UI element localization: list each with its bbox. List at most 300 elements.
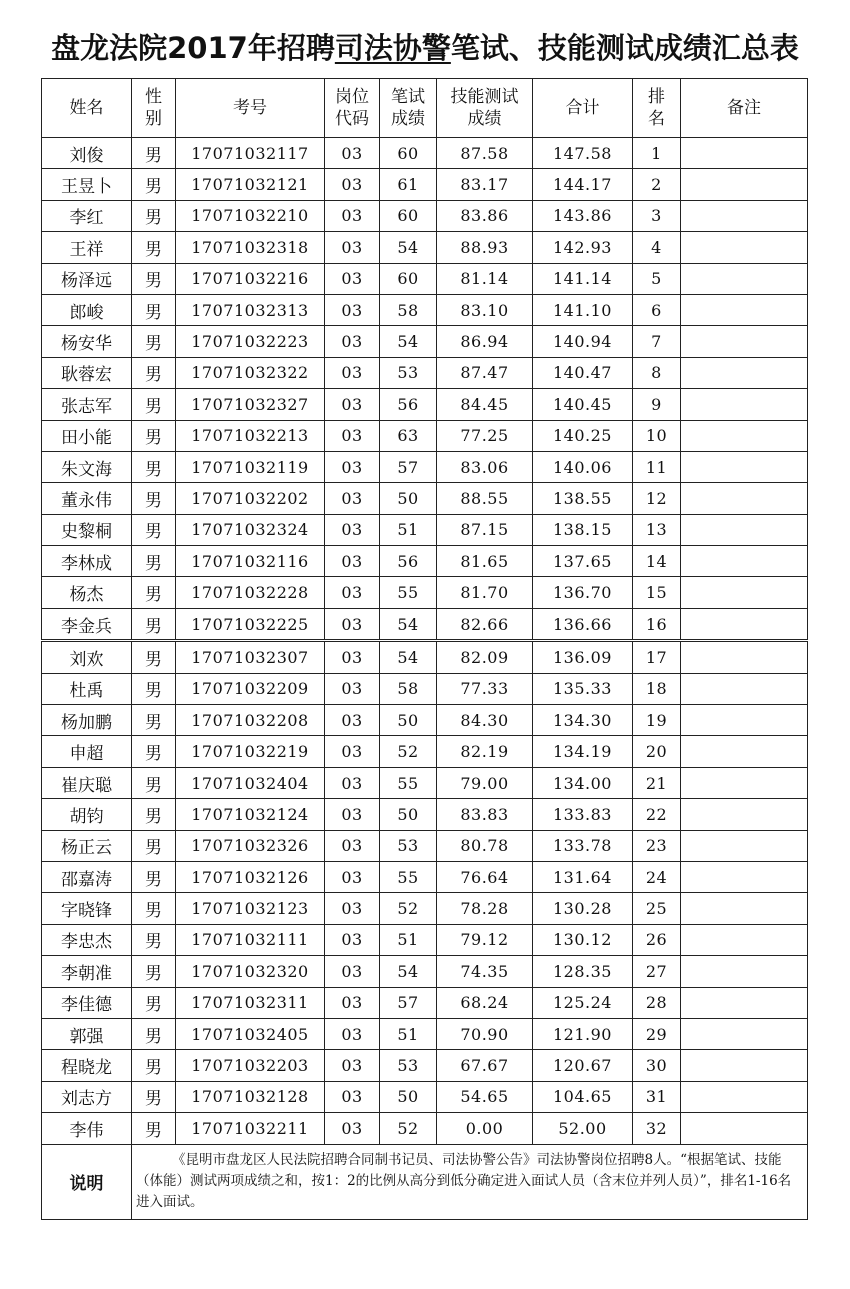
cell-exam-no: 17071032307 [176, 641, 325, 673]
cell-post-code: 03 [325, 483, 380, 514]
header-written-score: 笔试 成绩 [380, 79, 437, 138]
cell-post-code: 03 [325, 799, 380, 830]
cell-name: 杜禹 [42, 673, 132, 704]
cell-total: 133.78 [533, 830, 633, 861]
cell-remark [681, 483, 808, 514]
cell-exam-no: 17071032216 [176, 263, 325, 294]
cell-total: 137.65 [533, 546, 633, 577]
cell-remark [681, 987, 808, 1018]
header-total: 合计 [533, 79, 633, 138]
cell-remark [681, 673, 808, 704]
cell-gender: 男 [132, 1018, 176, 1049]
cell-name: 刘欢 [42, 641, 132, 673]
cell-total: 128.35 [533, 956, 633, 987]
table-row [42, 169, 808, 200]
cell-rank: 28 [633, 987, 681, 1018]
cell-written-score: 50 [380, 705, 437, 736]
cell-remark [681, 451, 808, 482]
cell-gender: 男 [132, 546, 176, 577]
cell-written-score: 50 [380, 483, 437, 514]
cell-skill-score: 87.58 [437, 138, 533, 169]
cell-post-code: 03 [325, 326, 380, 357]
cell-name: 李忠杰 [42, 924, 132, 955]
cell-gender: 男 [132, 705, 176, 736]
cell-exam-no: 17071032116 [176, 546, 325, 577]
table-row [42, 420, 808, 451]
cell-rank: 24 [633, 861, 681, 892]
cell-remark [681, 294, 808, 325]
cell-post-code: 03 [325, 641, 380, 673]
cell-total: 136.66 [533, 608, 633, 640]
table-row [42, 641, 808, 673]
cell-name: 李伟 [42, 1113, 132, 1144]
cell-written-score: 54 [380, 956, 437, 987]
cell-post-code: 03 [325, 200, 380, 231]
cell-remark [681, 420, 808, 451]
cell-name: 杨正云 [42, 830, 132, 861]
cell-exam-no: 17071032128 [176, 1081, 325, 1112]
cell-remark [681, 546, 808, 577]
cell-total: 133.83 [533, 799, 633, 830]
cell-total: 125.24 [533, 987, 633, 1018]
cell-gender: 男 [132, 1050, 176, 1081]
cell-written-score: 60 [380, 200, 437, 231]
cell-post-code: 03 [325, 169, 380, 200]
cell-total: 104.65 [533, 1081, 633, 1112]
cell-post-code: 03 [325, 263, 380, 294]
cell-remark [681, 924, 808, 955]
cell-exam-no: 17071032404 [176, 767, 325, 798]
cell-gender: 男 [132, 200, 176, 231]
cell-rank: 18 [633, 673, 681, 704]
cell-rank: 12 [633, 483, 681, 514]
cell-rank: 23 [633, 830, 681, 861]
cell-post-code: 03 [325, 577, 380, 608]
cell-written-score: 53 [380, 357, 437, 388]
cell-gender: 男 [132, 357, 176, 388]
cell-total: 130.28 [533, 893, 633, 924]
header-post-code: 岗位 代码 [325, 79, 380, 138]
cell-rank: 31 [633, 1081, 681, 1112]
cell-exam-no: 17071032225 [176, 608, 325, 640]
table-row [42, 451, 808, 482]
cell-rank: 5 [633, 263, 681, 294]
cell-post-code: 03 [325, 1050, 380, 1081]
cell-gender: 男 [132, 138, 176, 169]
cell-gender: 男 [132, 861, 176, 892]
cell-exam-no: 17071032320 [176, 956, 325, 987]
cell-exam-no: 17071032119 [176, 451, 325, 482]
cell-remark [681, 641, 808, 673]
cell-gender: 男 [132, 420, 176, 451]
cell-rank: 22 [633, 799, 681, 830]
table-header [42, 79, 808, 138]
cell-post-code: 03 [325, 232, 380, 263]
cell-skill-score: 0.00 [437, 1113, 533, 1144]
cell-remark [681, 263, 808, 294]
cell-total: 134.00 [533, 767, 633, 798]
cell-remark [681, 830, 808, 861]
cell-rank: 17 [633, 641, 681, 673]
table-row [42, 673, 808, 704]
cell-skill-score: 67.67 [437, 1050, 533, 1081]
cell-name: 杨加鹏 [42, 705, 132, 736]
cell-skill-score: 84.30 [437, 705, 533, 736]
cell-post-code: 03 [325, 1113, 380, 1144]
cell-name: 申超 [42, 736, 132, 767]
cell-exam-no: 17071032322 [176, 357, 325, 388]
cell-total: 130.12 [533, 924, 633, 955]
table-row [42, 1081, 808, 1112]
cell-total: 120.67 [533, 1050, 633, 1081]
cell-gender: 男 [132, 169, 176, 200]
cell-remark [681, 232, 808, 263]
cell-post-code: 03 [325, 830, 380, 861]
cell-gender: 男 [132, 830, 176, 861]
cell-gender: 男 [132, 326, 176, 357]
cell-total: 135.33 [533, 673, 633, 704]
cell-exam-no: 17071032111 [176, 924, 325, 955]
cell-written-score: 52 [380, 736, 437, 767]
cell-rank: 16 [633, 608, 681, 640]
cell-exam-no: 17071032219 [176, 736, 325, 767]
cell-skill-score: 70.90 [437, 1018, 533, 1049]
cell-remark [681, 514, 808, 545]
cell-total: 141.14 [533, 263, 633, 294]
cell-post-code: 03 [325, 138, 380, 169]
table-row [42, 1018, 808, 1049]
cell-skill-score: 78.28 [437, 893, 533, 924]
cell-rank: 6 [633, 294, 681, 325]
score-table [41, 78, 808, 1220]
cell-skill-score: 81.65 [437, 546, 533, 577]
cell-rank: 30 [633, 1050, 681, 1081]
cell-exam-no: 17071032213 [176, 420, 325, 451]
cell-name: 王祥 [42, 232, 132, 263]
note-row [42, 1144, 808, 1219]
cell-post-code: 03 [325, 861, 380, 892]
cell-name: 董永伟 [42, 483, 132, 514]
cell-post-code: 03 [325, 1018, 380, 1049]
cell-written-score: 58 [380, 294, 437, 325]
cell-exam-no: 17071032126 [176, 861, 325, 892]
cell-total: 134.30 [533, 705, 633, 736]
cell-total: 140.06 [533, 451, 633, 482]
table-body [42, 138, 808, 1145]
cell-total: 140.94 [533, 326, 633, 357]
cell-post-code: 03 [325, 514, 380, 545]
cell-remark [681, 799, 808, 830]
cell-rank: 26 [633, 924, 681, 955]
cell-written-score: 53 [380, 1050, 437, 1081]
cell-remark [681, 1113, 808, 1144]
header-name: 姓名 [42, 79, 132, 138]
cell-exam-no: 17071032202 [176, 483, 325, 514]
note-label: 说明 [42, 1144, 132, 1219]
cell-rank: 1 [633, 138, 681, 169]
cell-exam-no: 17071032228 [176, 577, 325, 608]
page-title [0, 26, 850, 67]
cell-exam-no: 17071032121 [176, 169, 325, 200]
table-row [42, 893, 808, 924]
cell-post-code: 03 [325, 1081, 380, 1112]
cell-gender: 男 [132, 1113, 176, 1144]
cell-post-code: 03 [325, 893, 380, 924]
table-row [42, 232, 808, 263]
cell-skill-score: 82.09 [437, 641, 533, 673]
cell-skill-score: 83.86 [437, 200, 533, 231]
cell-post-code: 03 [325, 451, 380, 482]
cell-name: 杨杰 [42, 577, 132, 608]
cell-gender: 男 [132, 924, 176, 955]
cell-skill-score: 87.15 [437, 514, 533, 545]
table-row [42, 389, 808, 420]
table-row [42, 830, 808, 861]
cell-name: 字晓锋 [42, 893, 132, 924]
cell-written-score: 55 [380, 861, 437, 892]
cell-rank: 7 [633, 326, 681, 357]
cell-written-score: 52 [380, 1113, 437, 1144]
cell-total: 140.45 [533, 389, 633, 420]
cell-written-score: 55 [380, 767, 437, 798]
cell-gender: 男 [132, 263, 176, 294]
cell-name: 郎峻 [42, 294, 132, 325]
cell-skill-score: 79.00 [437, 767, 533, 798]
table-row [42, 705, 808, 736]
cell-skill-score: 81.14 [437, 263, 533, 294]
cell-gender: 男 [132, 673, 176, 704]
cell-rank: 27 [633, 956, 681, 987]
cell-name: 李佳德 [42, 987, 132, 1018]
cell-rank: 21 [633, 767, 681, 798]
cell-rank: 13 [633, 514, 681, 545]
cell-name: 刘志方 [42, 1081, 132, 1112]
cell-name: 崔庆聪 [42, 767, 132, 798]
table-row [42, 263, 808, 294]
cell-rank: 19 [633, 705, 681, 736]
cell-post-code: 03 [325, 420, 380, 451]
cell-rank: 15 [633, 577, 681, 608]
cell-skill-score: 83.06 [437, 451, 533, 482]
cell-exam-no: 17071032117 [176, 138, 325, 169]
cell-skill-score: 76.64 [437, 861, 533, 892]
cell-skill-score: 74.35 [437, 956, 533, 987]
cell-remark [681, 169, 808, 200]
cell-written-score: 51 [380, 924, 437, 955]
cell-skill-score: 68.24 [437, 987, 533, 1018]
cell-exam-no: 17071032318 [176, 232, 325, 263]
cell-gender: 男 [132, 577, 176, 608]
cell-skill-score: 81.70 [437, 577, 533, 608]
cell-post-code: 03 [325, 608, 380, 640]
cell-skill-score: 79.12 [437, 924, 533, 955]
cell-gender: 男 [132, 389, 176, 420]
cell-skill-score: 86.94 [437, 326, 533, 357]
cell-skill-score: 82.19 [437, 736, 533, 767]
cell-gender: 男 [132, 987, 176, 1018]
header-exam-no: 考号 [176, 79, 325, 138]
cell-written-score: 54 [380, 326, 437, 357]
cell-remark [681, 767, 808, 798]
cell-rank: 9 [633, 389, 681, 420]
cell-gender: 男 [132, 1081, 176, 1112]
cell-rank: 32 [633, 1113, 681, 1144]
cell-exam-no: 17071032124 [176, 799, 325, 830]
table-row [42, 1113, 808, 1144]
cell-written-score: 50 [380, 1081, 437, 1112]
cell-written-score: 61 [380, 169, 437, 200]
cell-skill-score: 87.47 [437, 357, 533, 388]
cell-post-code: 03 [325, 924, 380, 955]
table-row [42, 546, 808, 577]
cell-name: 史黎桐 [42, 514, 132, 545]
table-row [42, 514, 808, 545]
cell-total: 121.90 [533, 1018, 633, 1049]
cell-post-code: 03 [325, 736, 380, 767]
cell-total: 131.64 [533, 861, 633, 892]
cell-gender: 男 [132, 294, 176, 325]
table-row [42, 577, 808, 608]
cell-total: 144.17 [533, 169, 633, 200]
cell-gender: 男 [132, 736, 176, 767]
cell-total: 52.00 [533, 1113, 633, 1144]
cell-name: 王昱卜 [42, 169, 132, 200]
cell-written-score: 63 [380, 420, 437, 451]
cell-gender: 男 [132, 514, 176, 545]
cell-written-score: 60 [380, 263, 437, 294]
cell-post-code: 03 [325, 389, 380, 420]
cell-total: 136.70 [533, 577, 633, 608]
cell-exam-no: 17071032311 [176, 987, 325, 1018]
cell-gender: 男 [132, 641, 176, 673]
title-suffix: 笔试、技能测试成绩汇总表 [450, 31, 799, 65]
cell-post-code: 03 [325, 673, 380, 704]
cell-remark [681, 608, 808, 640]
table-row [42, 736, 808, 767]
cell-skill-score: 88.93 [437, 232, 533, 263]
cell-name: 邵嘉涛 [42, 861, 132, 892]
table-row [42, 138, 808, 169]
cell-name: 程晓龙 [42, 1050, 132, 1081]
cell-written-score: 54 [380, 641, 437, 673]
cell-written-score: 50 [380, 799, 437, 830]
cell-total: 142.93 [533, 232, 633, 263]
cell-post-code: 03 [325, 767, 380, 798]
cell-remark [681, 1050, 808, 1081]
cell-total: 140.47 [533, 357, 633, 388]
cell-exam-no: 17071032223 [176, 326, 325, 357]
cell-gender: 男 [132, 451, 176, 482]
cell-name: 耿蓉宏 [42, 357, 132, 388]
cell-rank: 3 [633, 200, 681, 231]
note-text: 《昆明市盘龙区人民法院招聘合同制书记员、司法协警公告》司法协警岗位招聘8人。“根据笔试、技能（体能）测试两项成绩之和，按1：2的比例从高分到低分确定进入面试人员（含末位并列人员）”，排名1-16名进入面试。 [132, 1144, 808, 1219]
cell-exam-no: 17071032326 [176, 830, 325, 861]
cell-exam-no: 17071032211 [176, 1113, 325, 1144]
table-row [42, 608, 808, 640]
cell-exam-no: 17071032313 [176, 294, 325, 325]
cell-exam-no: 17071032209 [176, 673, 325, 704]
cell-skill-score: 80.78 [437, 830, 533, 861]
cell-written-score: 54 [380, 608, 437, 640]
cell-exam-no: 17071032210 [176, 200, 325, 231]
table-row [42, 483, 808, 514]
cell-post-code: 03 [325, 705, 380, 736]
cell-written-score: 57 [380, 451, 437, 482]
cell-name: 李金兵 [42, 608, 132, 640]
cell-name: 李朝准 [42, 956, 132, 987]
cell-rank: 29 [633, 1018, 681, 1049]
cell-post-code: 03 [325, 546, 380, 577]
cell-exam-no: 17071032324 [176, 514, 325, 545]
cell-remark [681, 326, 808, 357]
table-row [42, 357, 808, 388]
cell-skill-score: 83.10 [437, 294, 533, 325]
cell-remark [681, 861, 808, 892]
cell-remark [681, 357, 808, 388]
cell-gender: 男 [132, 799, 176, 830]
cell-exam-no: 17071032208 [176, 705, 325, 736]
table-row [42, 200, 808, 231]
table-row [42, 987, 808, 1018]
cell-remark [681, 705, 808, 736]
cell-written-score: 58 [380, 673, 437, 704]
cell-written-score: 53 [380, 830, 437, 861]
cell-name: 杨泽远 [42, 263, 132, 294]
cell-rank: 11 [633, 451, 681, 482]
cell-written-score: 57 [380, 987, 437, 1018]
cell-name: 李红 [42, 200, 132, 231]
cell-skill-score: 83.17 [437, 169, 533, 200]
cell-gender: 男 [132, 893, 176, 924]
cell-gender: 男 [132, 767, 176, 798]
header-rank: 排 名 [633, 79, 681, 138]
cell-written-score: 55 [380, 577, 437, 608]
header-gender: 性 别 [132, 79, 176, 138]
cell-total: 143.86 [533, 200, 633, 231]
cell-skill-score: 82.66 [437, 608, 533, 640]
cell-total: 136.09 [533, 641, 633, 673]
cell-name: 田小能 [42, 420, 132, 451]
cell-remark [681, 736, 808, 767]
cell-remark [681, 893, 808, 924]
cell-total: 141.10 [533, 294, 633, 325]
cell-written-score: 60 [380, 138, 437, 169]
table-row [42, 294, 808, 325]
cell-post-code: 03 [325, 956, 380, 987]
cell-rank: 14 [633, 546, 681, 577]
table-row [42, 1050, 808, 1081]
cell-remark [681, 389, 808, 420]
table-row [42, 861, 808, 892]
title-underlined: 司法协警 [334, 31, 451, 65]
cell-written-score: 56 [380, 389, 437, 420]
cell-written-score: 51 [380, 1018, 437, 1049]
cell-total: 134.19 [533, 736, 633, 767]
header-remark: 备注 [681, 79, 808, 138]
cell-total: 140.25 [533, 420, 633, 451]
cell-remark [681, 1081, 808, 1112]
cell-exam-no: 17071032327 [176, 389, 325, 420]
title-prefix: 盘龙法院2017年招聘 [51, 31, 335, 65]
cell-exam-no: 17071032123 [176, 893, 325, 924]
cell-rank: 4 [633, 232, 681, 263]
cell-name: 胡钧 [42, 799, 132, 830]
table-row [42, 956, 808, 987]
cell-written-score: 51 [380, 514, 437, 545]
cell-rank: 25 [633, 893, 681, 924]
cell-skill-score: 88.55 [437, 483, 533, 514]
cell-total: 147.58 [533, 138, 633, 169]
